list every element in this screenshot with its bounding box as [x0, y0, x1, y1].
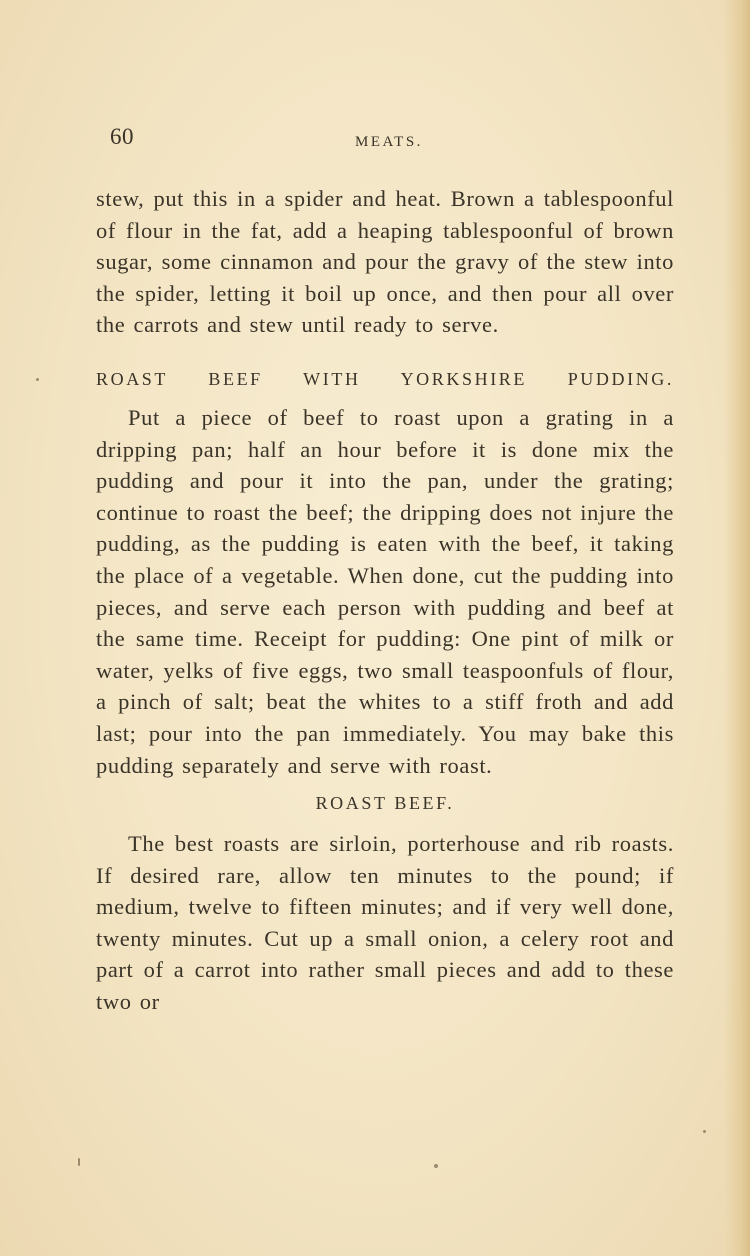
- paragraph-yorkshire-pudding: Put a piece of beef to roast upon a grating in a dripping pan; half an hour before it is done mix the pudding and pour it into the pan, under the grating; continue to roast the beef; the dripping does not injure the pudding, as the pudding is eaten with the beef, it taking the place of a vegetable. When done, cut the pudding into pieces, and serve each person with pudding and beef at the same time. Receipt for pudding: One pint of milk or water, yelks of five eggs, two small teaspoonfuls of flour, a pinch of salt; beat the whites to a stiff froth and add last; pour into the pan immediately. You may bake this pudding separately and serve with roast.: [96, 404, 674, 778]
- running-head: MEATS.: [355, 134, 423, 150]
- page-body: [96, 183, 674, 1018]
- paragraph-stew-continued: stew, put this in a spider and heat. Brown a tablespoonful of flour in the fat, add a heaping tablespoonful of brown sugar, some cinnamon and pour the gravy of the stew into the spider, letting it boil up once, and then pour all over the carrots and stew until ready to serve.: [96, 186, 674, 338]
- page-header: [110, 124, 690, 160]
- heading-roast-beef-yorkshire-pudding: ROAST BEEF WITH YORKSHIRE PUDDING.: [96, 368, 674, 389]
- page-number: 60: [110, 124, 134, 149]
- paper-speck: [703, 1130, 706, 1133]
- heading-roast-beef: ROAST BEEF.: [315, 793, 455, 814]
- paper-speck: [434, 1164, 438, 1168]
- paper-speck: [78, 1158, 80, 1166]
- paragraph-roast-beef: The best roasts are sirloin, porterhouse and rib roasts. If desired rare, allow ten minutes to the pound; if medium, twelve to fifteen minutes; and if very well done, twenty minutes. Cut up a small onion, a celery root and part of a carrot into rather small pieces and add to these two or: [96, 831, 674, 1015]
- paper-speck: [36, 378, 39, 381]
- page-edge-shadow: [724, 0, 750, 1256]
